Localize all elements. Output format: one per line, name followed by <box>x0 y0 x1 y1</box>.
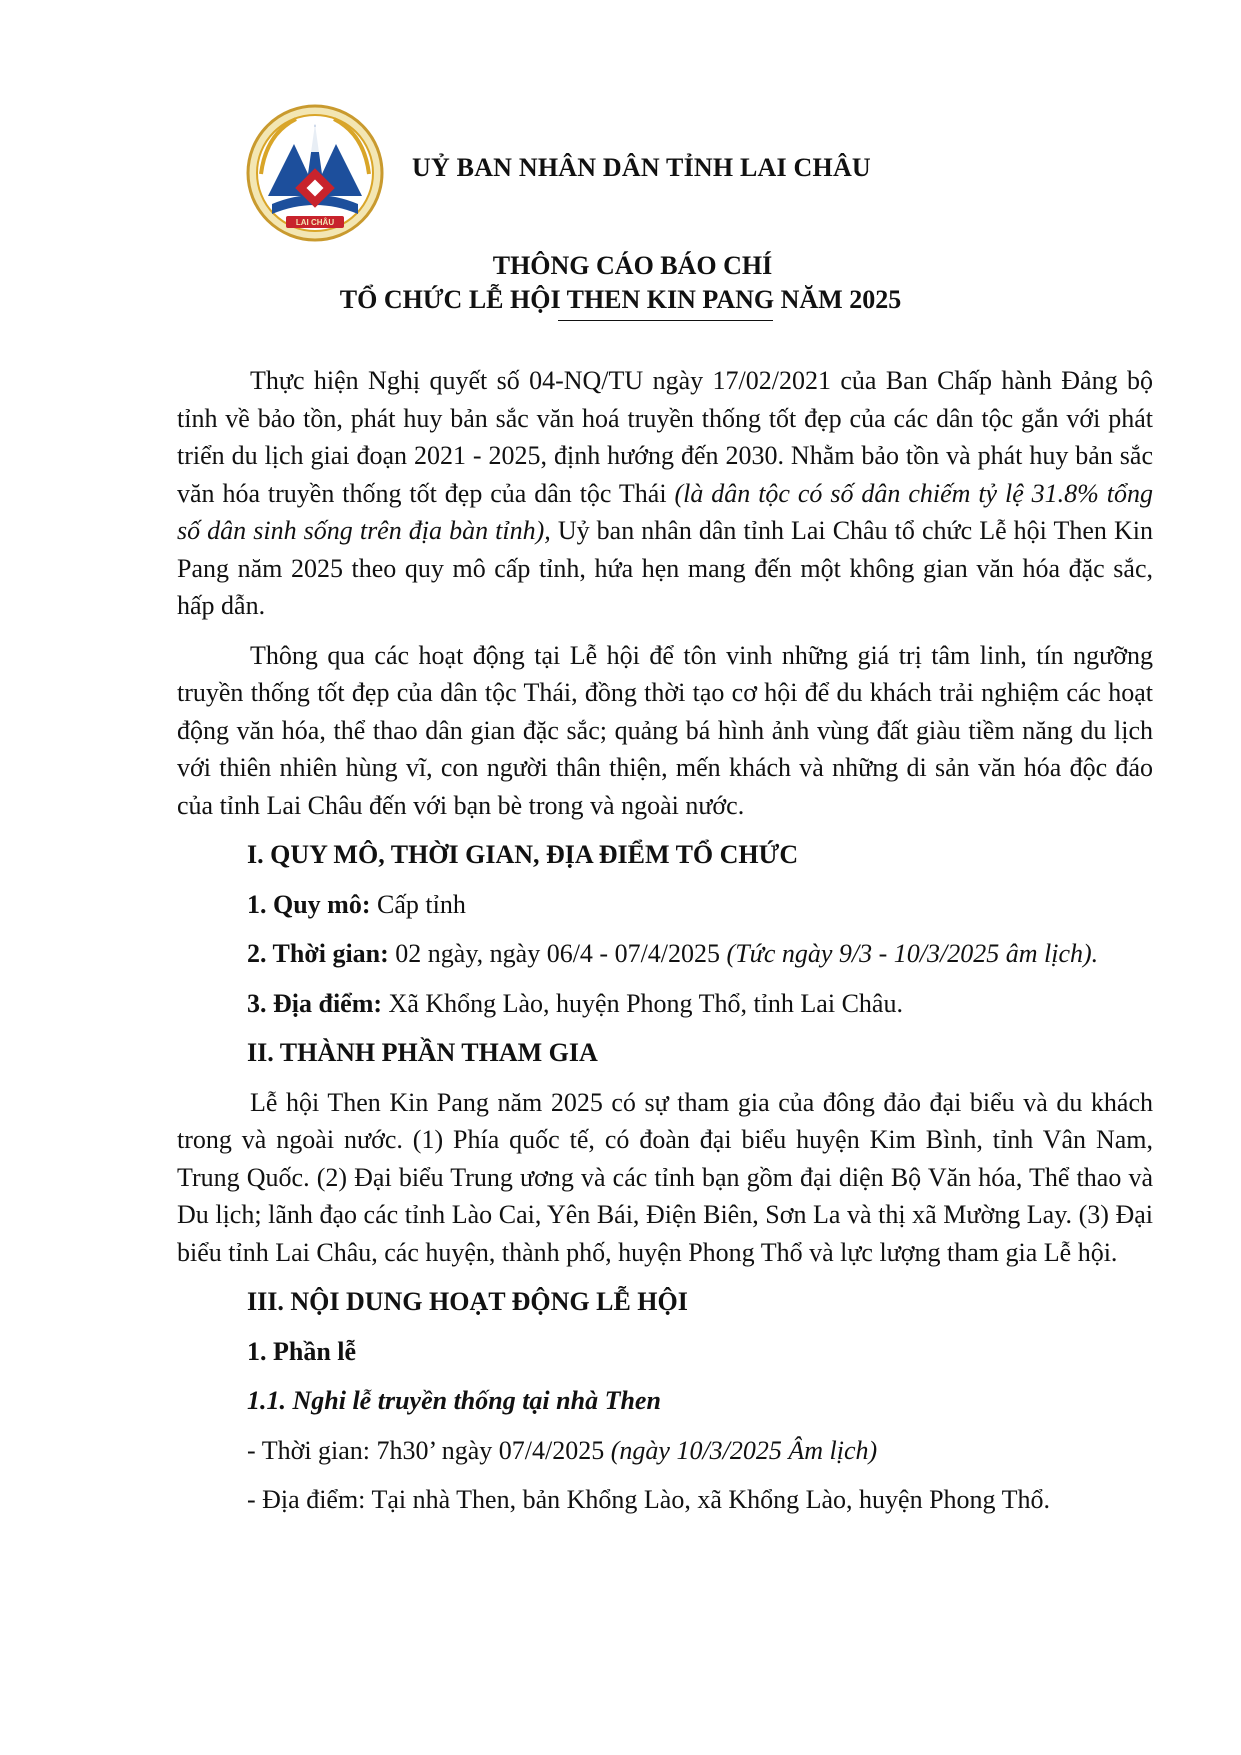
time-value: 02 ngày, ngày 06/4 - 07/4/2025 <box>388 939 727 968</box>
ritual-time-lunar: (ngày 10/3/2025 Âm lịch) <box>610 1435 878 1465</box>
intro-p1-tail: Uỷ ban nhân dân tỉnh Lai Châu tổ chức Lễ hội Then Kin Pang năm 2025 theo quy mô cấp tỉnh, hứa hẹn mang đến một không gian văn hóa đặc sắc, hấp dẫn. <box>177 516 1153 620</box>
document-body <box>177 362 1153 1531</box>
title-underline-divider <box>558 320 773 321</box>
intro-p1-italic: (là dân tộc có số dân chiếm tỷ lệ 31.8% tổng số dân sinh sống trên địa bàn tỉnh), <box>177 478 1153 545</box>
title-line-2: TỔ CHỨC LỄ HỘI THEN KIN PANG NĂM 2025 <box>339 285 902 314</box>
intro-paragraph-1 <box>177 362 1153 625</box>
place-value: Xã Khổng Lào, huyện Phong Thổ, tỉnh Lai Châu. <box>382 988 903 1018</box>
ritual-time: - Thời gian: 7h30’ ngày 07/4/2025 <box>247 1435 611 1465</box>
scale-value: Cấp tỉnh <box>370 889 466 919</box>
scale-label: 1. Quy mô: <box>247 889 371 919</box>
ritual-place-line: - Địa điểm: Tại nhà Then, bản Khổng Lào, xã Khổng Lào, huyện Phong Thổ. <box>247 1485 1050 1514</box>
ritual-part-heading: 1. Phần lễ <box>247 1336 357 1366</box>
time-lunar: (Tức ngày 9/3 - 10/3/2025 âm lịch). <box>726 939 1099 968</box>
section-1-heading: I. QUY MÔ, THỜI GIAN, ĐỊA ĐIỂM TỔ CHỨC <box>247 840 799 869</box>
lai-chau-emblem-icon <box>246 104 384 242</box>
title-line-1: THÔNG CÁO BÁO CHÍ <box>492 251 773 280</box>
time-label: 2. Thời gian: <box>247 939 389 968</box>
section-3-heading: III. NỘI DUNG HOẠT ĐỘNG LỄ HỘI <box>247 1287 688 1316</box>
intro-paragraph-2: Thông qua các hoạt động tại Lễ hội để tôn vinh những giá trị tâm linh, tín ngưỡng truyền thống tốt đẹp của dân tộc Thái, đồng thời tạo cơ hội để du khách trải nghiệm các hoạt động văn hóa, thể thao dân gian đặc sắc; quảng bá hình ảnh vùng đất giàu tiềm năng du lịch với thiên nhiên hùng vĩ, con người thân thiện, mến khách và những di sản văn hóa độc đáo của tỉnh Lai Châu đến với bạn bè trong và ngoài nước. <box>177 640 1153 820</box>
organization-name: UỶ BAN NHÂN DÂN TỈNH LAI CHÂU <box>412 153 871 182</box>
section-2-heading: II. THÀNH PHẦN THAM GIA <box>247 1038 598 1067</box>
place-label: 3. Địa điểm: <box>247 988 383 1018</box>
time-line <box>177 935 1153 973</box>
place-line <box>177 985 1153 1023</box>
scale-line <box>177 886 1153 924</box>
svg-text:LAI CHÂU: LAI CHÂU <box>295 218 335 227</box>
participants-paragraph: Lễ hội Then Kin Pang năm 2025 có sự tham gia của đông đảo đại biểu và du khách trong và ngoài nước. (1) Phía quốc tế, có đoàn đại biểu huyện Kim Bình, tỉnh Vân Nam, Trung Quốc. (2) Đại biểu Trung ương và các tỉnh bạn gồm đại diện Bộ Văn hóa, Thể thao và Du lịch; lãnh đạo các tỉnh Lào Cai, Yên Bái, Điện Biên, Sơn La và thị xã Mường Lay. (3) Đại biểu tỉnh Lai Châu, các huyện, thành phố, huyện Phong Thổ và lực lượng tham gia Lễ hội. <box>177 1087 1153 1267</box>
ritual-subheading: 1.1. Nghi lễ truyền thống tại nhà Then <box>247 1386 661 1415</box>
ritual-time-line <box>177 1432 1153 1470</box>
document-title <box>0 249 1241 317</box>
intro-p1-text: Thực hiện Nghị quyết số 04-NQ/TU ngày 17/02/2021 của Ban Chấp hành Đảng bộ tỉnh về bảo tồn, phát huy bản sắc văn hoá truyền thống tốt đẹp của các dân tộc gắn với phát triển du lịch giai đoạn 2021 - 2025, định hướng đến 2030. Nhằm bảo tồn và phát huy bản sắc văn hóa truyền thống tốt đẹp của dân tộc Thái <box>177 366 1153 508</box>
